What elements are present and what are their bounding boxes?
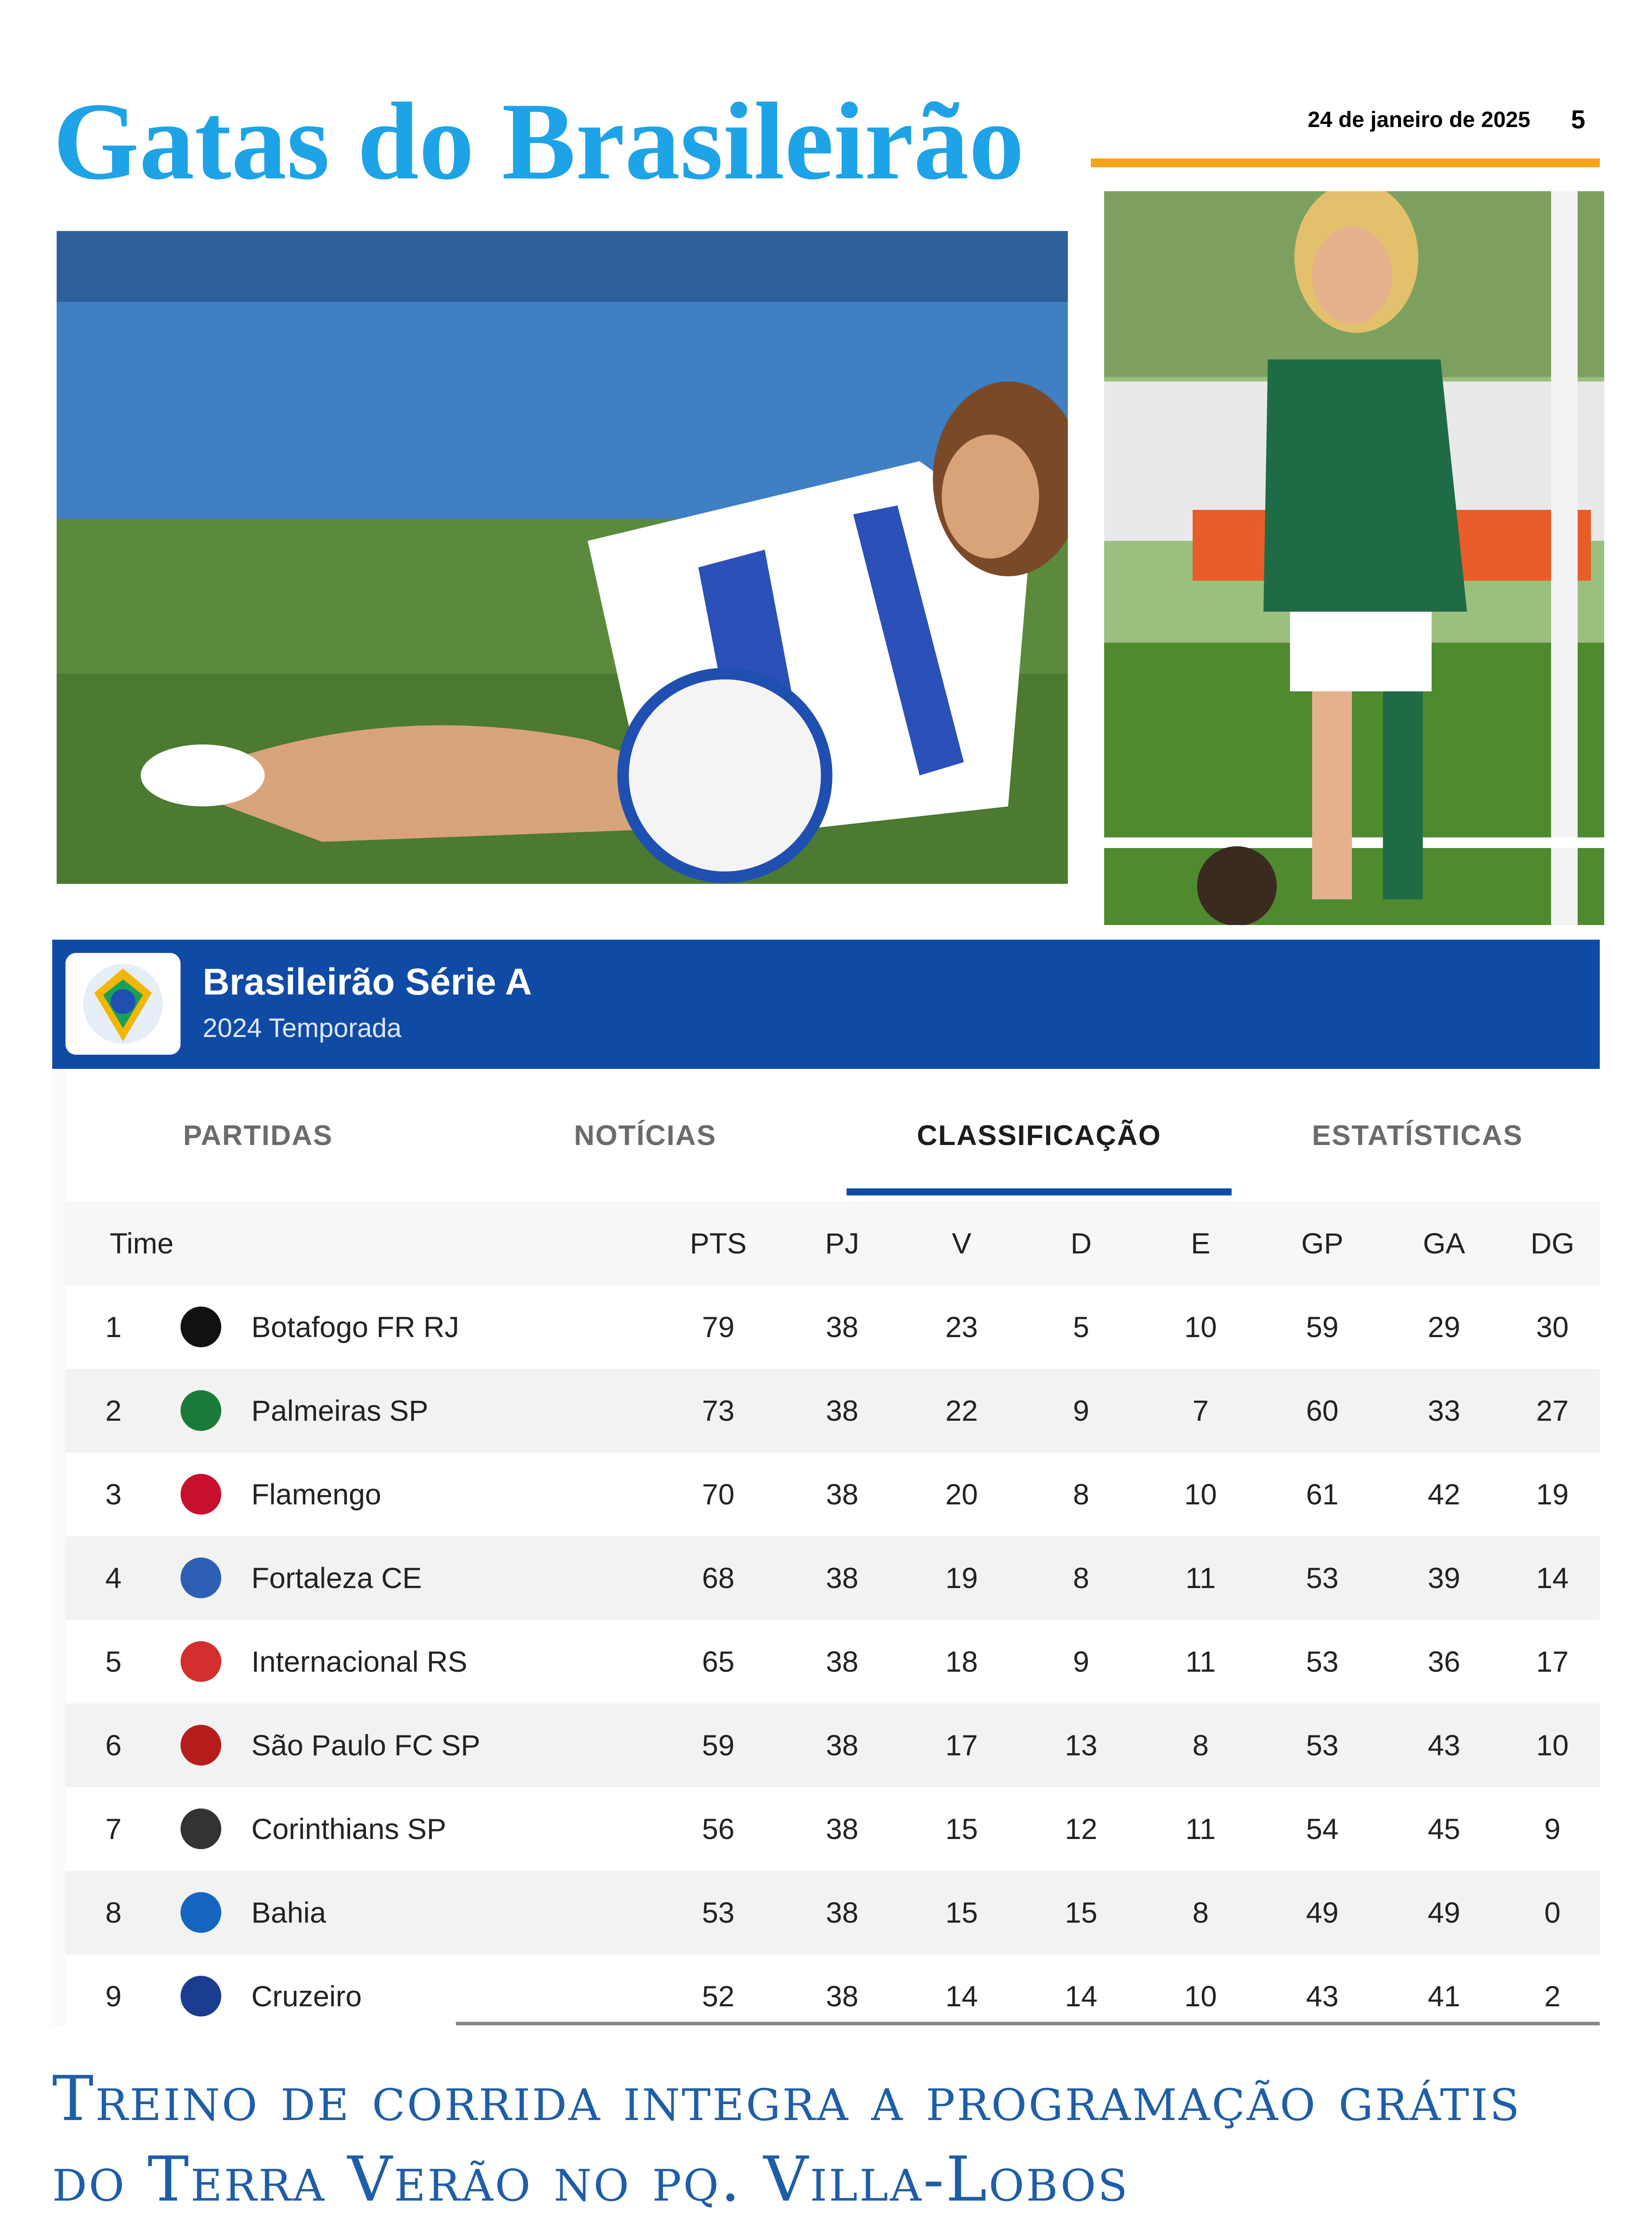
masthead-title: Gatas do Brasileirão bbox=[53, 80, 1024, 203]
team-crest-icon bbox=[181, 1558, 221, 1598]
stat-d: 8 bbox=[1073, 1478, 1090, 1511]
team-name[interactable]: Palmeiras SP bbox=[251, 1394, 428, 1427]
stat-e: 8 bbox=[1192, 1896, 1209, 1929]
team-crest-icon bbox=[181, 1725, 221, 1766]
stat-pj: 38 bbox=[826, 1896, 859, 1929]
stat-pj: 38 bbox=[826, 1394, 859, 1427]
column-header-time: Time bbox=[110, 1227, 174, 1260]
stat-pts: 56 bbox=[702, 1812, 735, 1845]
issue-date: 24 de janeiro de 2025 bbox=[1308, 107, 1531, 132]
stat-pts: 79 bbox=[702, 1311, 735, 1343]
team-name[interactable]: Fortaleza CE bbox=[251, 1561, 422, 1594]
table-row[interactable] bbox=[65, 1620, 1600, 1704]
team-name[interactable]: Cruzeiro bbox=[251, 1980, 362, 2013]
column-header-e: E bbox=[1190, 1227, 1211, 1260]
stat-d: 9 bbox=[1073, 1394, 1090, 1427]
team-name[interactable]: Flamengo bbox=[251, 1478, 381, 1511]
stat-d: 5 bbox=[1073, 1311, 1090, 1343]
column-header-dg: DG bbox=[1530, 1227, 1575, 1260]
header-rule bbox=[1091, 158, 1600, 167]
stat-pj: 38 bbox=[826, 1729, 859, 1762]
stat-v: 14 bbox=[945, 1980, 978, 2013]
column-header-pts: PTS bbox=[689, 1227, 747, 1260]
column-header-pj: PJ bbox=[825, 1227, 859, 1260]
stat-d: 12 bbox=[1065, 1812, 1097, 1845]
team-crest-icon bbox=[181, 1641, 221, 1682]
column-header-v: V bbox=[951, 1227, 972, 1260]
team-crest-icon bbox=[181, 1390, 221, 1431]
team-crest-icon bbox=[181, 1976, 221, 2016]
stat-v: 23 bbox=[945, 1311, 978, 1343]
stat-ga: 36 bbox=[1428, 1645, 1460, 1678]
team-name[interactable]: Internacional RS bbox=[251, 1645, 467, 1678]
stat-v: 17 bbox=[945, 1729, 978, 1762]
team-crest-icon bbox=[181, 1474, 221, 1515]
stat-v: 22 bbox=[945, 1394, 978, 1427]
standings-tabs bbox=[65, 1069, 1600, 1202]
team-crest-icon bbox=[181, 1808, 221, 1849]
stat-dg: 17 bbox=[1536, 1645, 1569, 1678]
stat-d: 15 bbox=[1065, 1896, 1097, 1929]
stat-e: 11 bbox=[1185, 1561, 1216, 1594]
tab-estatisticas[interactable]: ESTATÍSTICAS bbox=[1312, 1119, 1523, 1151]
stat-pts: 73 bbox=[702, 1394, 735, 1427]
table-row[interactable] bbox=[65, 1704, 1600, 1787]
stat-d: 14 bbox=[1065, 1980, 1097, 2013]
stat-e: 10 bbox=[1184, 1980, 1217, 2013]
stat-pts: 70 bbox=[702, 1478, 735, 1511]
stat-d: 13 bbox=[1065, 1729, 1097, 1762]
stat-ga: 41 bbox=[1428, 1980, 1460, 2013]
stat-pts: 65 bbox=[702, 1645, 735, 1678]
team-crest-icon bbox=[181, 1307, 221, 1347]
stat-ga: 43 bbox=[1428, 1729, 1460, 1762]
stat-dg: 27 bbox=[1536, 1394, 1569, 1427]
stat-e: 8 bbox=[1192, 1729, 1209, 1762]
standings-widget bbox=[52, 940, 1600, 2026]
team-name[interactable]: Corinthians SP bbox=[251, 1812, 447, 1845]
stat-d: 8 bbox=[1073, 1561, 1090, 1594]
model-lying-with-football-photo bbox=[57, 231, 1068, 884]
tab-partidas[interactable]: PARTIDAS bbox=[183, 1119, 333, 1151]
team-name[interactable]: São Paulo FC SP bbox=[251, 1729, 481, 1762]
team-position: 1 bbox=[105, 1311, 122, 1343]
team-position: 5 bbox=[105, 1645, 122, 1678]
stat-pts: 68 bbox=[702, 1561, 735, 1594]
stat-dg: 2 bbox=[1544, 1980, 1561, 2013]
stat-ga: 39 bbox=[1428, 1561, 1460, 1594]
stat-pj: 38 bbox=[826, 1645, 859, 1678]
stat-v: 20 bbox=[945, 1478, 978, 1511]
team-name[interactable]: Botafogo FR RJ bbox=[251, 1311, 459, 1343]
team-position: 8 bbox=[105, 1896, 122, 1929]
stat-dg: 19 bbox=[1536, 1478, 1569, 1511]
stat-pj: 38 bbox=[826, 1812, 859, 1845]
stat-e: 11 bbox=[1185, 1812, 1216, 1845]
stat-e: 10 bbox=[1184, 1478, 1217, 1511]
stat-gp: 43 bbox=[1306, 1980, 1339, 2013]
page-number: 5 bbox=[1571, 105, 1586, 134]
team-position: 9 bbox=[105, 1980, 122, 2013]
stat-d: 9 bbox=[1073, 1645, 1090, 1678]
stat-v: 15 bbox=[945, 1812, 978, 1845]
team-position: 3 bbox=[105, 1478, 122, 1511]
table-row[interactable] bbox=[65, 1369, 1600, 1453]
stat-gp: 59 bbox=[1306, 1311, 1339, 1343]
stat-dg: 0 bbox=[1544, 1896, 1561, 1929]
stat-v: 18 bbox=[945, 1645, 978, 1678]
team-position: 6 bbox=[105, 1729, 122, 1762]
stat-e: 11 bbox=[1185, 1645, 1216, 1678]
stat-pj: 38 bbox=[826, 1561, 859, 1594]
stat-pj: 38 bbox=[826, 1980, 859, 2013]
team-position: 4 bbox=[105, 1561, 122, 1594]
table-row[interactable] bbox=[65, 1871, 1600, 1955]
stat-ga: 45 bbox=[1428, 1812, 1460, 1845]
tab-classificacao[interactable]: CLASSIFICAÇÃO bbox=[916, 1119, 1162, 1151]
stat-ga: 49 bbox=[1428, 1896, 1460, 1929]
table-row[interactable] bbox=[65, 1453, 1600, 1536]
table-header-row bbox=[65, 1202, 1600, 1285]
league-name: Brasileirão Série A bbox=[203, 961, 532, 1002]
stat-e: 10 bbox=[1184, 1311, 1217, 1343]
column-header-gp: GP bbox=[1301, 1227, 1344, 1260]
article-headline: Treino de corrida integra a programação grátis do Terra Verão no pq. Villa-Lobos bbox=[52, 2063, 1521, 2213]
stat-pts: 52 bbox=[702, 1980, 735, 2013]
column-header-d: D bbox=[1071, 1227, 1092, 1260]
league-logo bbox=[65, 953, 181, 1055]
standings-header bbox=[52, 940, 1600, 1069]
stat-pj: 38 bbox=[826, 1478, 859, 1511]
stat-gp: 61 bbox=[1306, 1478, 1339, 1511]
stat-pts: 53 bbox=[702, 1896, 735, 1929]
team-position: 2 bbox=[105, 1394, 122, 1427]
active-tab-indicator bbox=[847, 1188, 1232, 1195]
stat-ga: 33 bbox=[1428, 1394, 1460, 1427]
stat-gp: 49 bbox=[1306, 1896, 1339, 1929]
stat-ga: 42 bbox=[1428, 1478, 1460, 1511]
table-row[interactable] bbox=[65, 1536, 1600, 1620]
stat-gp: 53 bbox=[1306, 1729, 1339, 1762]
stat-dg: 14 bbox=[1536, 1561, 1569, 1594]
stat-pj: 38 bbox=[826, 1311, 859, 1343]
column-header-ga: GA bbox=[1423, 1227, 1465, 1260]
table-bottom-rule bbox=[456, 2022, 1600, 2025]
stat-gp: 54 bbox=[1306, 1812, 1339, 1845]
stat-gp: 53 bbox=[1306, 1645, 1339, 1678]
stat-v: 15 bbox=[945, 1896, 978, 1929]
stat-dg: 9 bbox=[1544, 1812, 1561, 1845]
model-in-green-jersey-by-goal-photo bbox=[1104, 191, 1604, 925]
table-row[interactable] bbox=[65, 1285, 1600, 1369]
stat-v: 19 bbox=[945, 1561, 978, 1594]
team-name[interactable]: Bahia bbox=[251, 1896, 326, 1929]
stat-pts: 59 bbox=[702, 1729, 735, 1762]
stat-e: 7 bbox=[1192, 1394, 1209, 1427]
team-position: 7 bbox=[105, 1812, 122, 1845]
stat-gp: 53 bbox=[1306, 1561, 1339, 1594]
stat-dg: 10 bbox=[1536, 1729, 1569, 1762]
season-label: 2024 Temporada bbox=[203, 1013, 402, 1043]
stat-ga: 29 bbox=[1428, 1311, 1460, 1343]
table-row[interactable] bbox=[65, 1955, 1600, 2026]
stat-gp: 60 bbox=[1306, 1394, 1339, 1427]
team-crest-icon bbox=[181, 1892, 221, 1933]
table-row[interactable] bbox=[65, 1787, 1600, 1871]
stat-dg: 30 bbox=[1536, 1311, 1569, 1343]
tab-noticias[interactable]: NOTÍCIAS bbox=[574, 1119, 716, 1151]
